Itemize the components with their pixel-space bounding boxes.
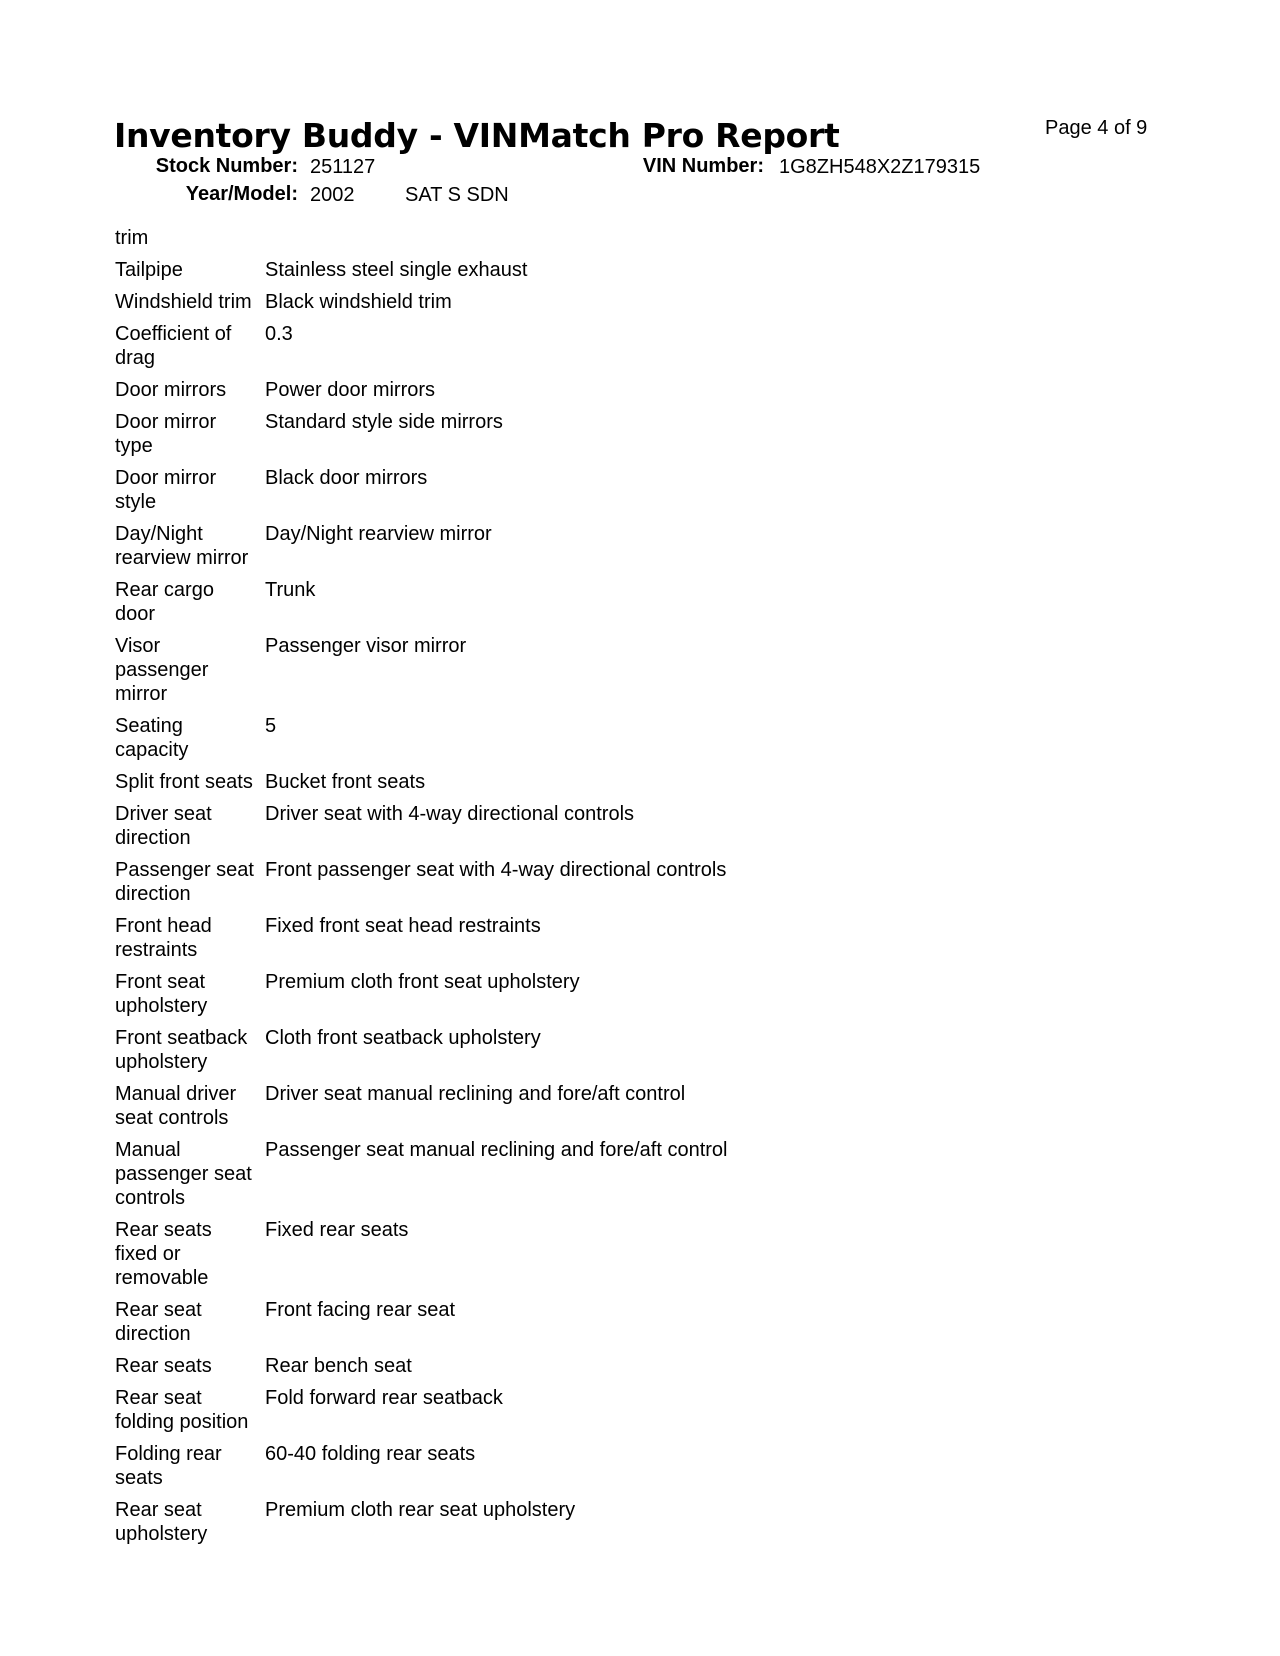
spec-value: Stainless steel single exhaust: [265, 259, 528, 281]
spec-row: [115, 1294, 1015, 1350]
spec-value: 5: [265, 715, 277, 737]
spec-value: Trunk: [265, 579, 316, 601]
spec-row: [115, 1494, 1015, 1550]
spec-row: [115, 318, 1015, 374]
spec-value: Standard style side mirrors: [265, 411, 503, 433]
spec-value: Black door mirrors: [265, 467, 428, 489]
spec-row: [115, 910, 1015, 966]
spec-row: [115, 374, 1015, 406]
spec-name: Visor passenger mirror: [115, 635, 209, 705]
spec-row: [115, 1078, 1015, 1134]
spec-name: Coefficient of drag: [115, 323, 232, 369]
spec-row: [115, 518, 1015, 574]
spec-name: Rear seat folding position: [115, 1387, 249, 1433]
spec-name: Passenger seat direction: [115, 859, 254, 905]
spec-value: Front passenger seat with 4-way directional controls: [265, 859, 727, 881]
spec-value: Fold forward rear seatback: [265, 1387, 503, 1409]
spec-row: [115, 710, 1015, 766]
spec-row: [115, 766, 1015, 798]
spec-value: Driver seat with 4-way directional controls: [265, 803, 635, 825]
spec-row: [115, 1214, 1015, 1294]
spec-name: Door mirrors: [115, 379, 227, 401]
spec-value: Driver seat manual reclining and fore/aft control: [265, 1083, 686, 1105]
spec-value: Cloth front seatback upholstery: [265, 1027, 541, 1049]
spec-value: Front facing rear seat: [265, 1299, 456, 1321]
year-model-label: Year/Model:: [185, 183, 298, 205]
stock-number-label: Stock Number:: [155, 155, 298, 177]
spec-value: Premium cloth rear seat upholstery: [265, 1499, 576, 1521]
spec-name: Seating capacity: [115, 715, 189, 761]
spec-name: Manual driver seat controls: [115, 1083, 237, 1129]
spec-name: Split front seats: [115, 771, 253, 793]
model-value: SAT S SDN: [405, 184, 509, 206]
spec-name: Windshield trim: [115, 291, 252, 313]
page-number: Page 4 of 9: [1045, 117, 1148, 139]
spec-name: Tailpipe: [115, 259, 183, 281]
spec-row: [115, 254, 1015, 286]
spec-value: Day/Night rearview mirror: [265, 523, 492, 545]
spec-value: Bucket front seats: [265, 771, 426, 793]
spec-value: Fixed rear seats: [265, 1219, 409, 1241]
year-value: 2002: [310, 184, 355, 206]
spec-name: Folding rear seats: [115, 1443, 222, 1489]
spec-value: Rear bench seat: [265, 1355, 412, 1377]
spec-row: [115, 1382, 1015, 1438]
spec-row: [115, 966, 1015, 1022]
spec-name: Front head restraints: [115, 915, 212, 961]
spec-name: Rear seat upholstery: [115, 1499, 208, 1545]
spec-name: Front seat upholstery: [115, 971, 208, 1017]
spec-name: Rear seats fixed or removable: [115, 1219, 212, 1289]
report-title: Inventory Buddy - VINMatch Pro Report: [114, 116, 840, 155]
spec-row: [115, 1438, 1015, 1494]
spec-value: Passenger seat manual reclining and fore/aft control: [265, 1139, 728, 1161]
spec-name: Door mirror style: [115, 467, 217, 513]
vin-number-label: VIN Number:: [642, 155, 764, 177]
spec-row: [115, 406, 1015, 462]
spec-name: Driver seat direction: [115, 803, 212, 849]
spec-row: [115, 1022, 1015, 1078]
stock-number-value: 251127: [310, 156, 376, 178]
spec-name: Day/Night rearview mirror: [115, 523, 249, 569]
spec-value: Premium cloth front seat upholstery: [265, 971, 580, 993]
vin-number-value: 1G8ZH548X2Z179315: [779, 156, 981, 178]
spec-name: Rear cargo door: [115, 579, 214, 625]
spec-value: Passenger visor mirror: [265, 635, 467, 657]
spec-value: Black windshield trim: [265, 291, 452, 313]
spec-row: [115, 798, 1015, 854]
spec-list: [115, 226, 1015, 1550]
spec-row: [115, 286, 1015, 318]
spec-value: 60-40 folding rear seats: [265, 1443, 476, 1465]
spec-name: Door mirror type: [115, 411, 217, 457]
carryover-text: trim: [115, 227, 149, 249]
spec-row: [115, 1350, 1015, 1382]
spec-name: Front seatback upholstery: [115, 1027, 248, 1073]
spec-name: Rear seats: [115, 1355, 212, 1377]
spec-value: Power door mirrors: [265, 379, 436, 401]
spec-row: [115, 574, 1015, 630]
spec-value: Fixed front seat head restraints: [265, 915, 541, 937]
spec-name: Manual passenger seat controls: [115, 1139, 252, 1209]
spec-row: [115, 1134, 1015, 1214]
spec-row: [115, 854, 1015, 910]
spec-name: Rear seat direction: [115, 1299, 202, 1345]
spec-row: [115, 630, 1015, 710]
spec-value: 0.3: [265, 323, 293, 345]
spec-row: [115, 462, 1015, 518]
